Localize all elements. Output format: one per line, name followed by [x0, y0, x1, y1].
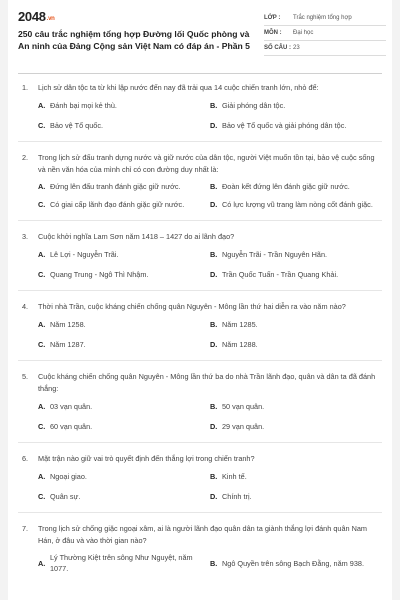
option-letter: D.: [210, 121, 218, 130]
answer-option[interactable]: [38, 339, 210, 350]
question-text-row: [18, 371, 382, 395]
option-letter: B.: [210, 182, 218, 191]
answer-option[interactable]: [210, 199, 382, 210]
answer-option[interactable]: [210, 339, 382, 350]
answer-options: [38, 181, 382, 210]
question-number: 1.: [22, 83, 29, 92]
meta-value: Đại học: [293, 30, 314, 36]
option-letter: D.: [210, 200, 218, 209]
answer-option[interactable]: [210, 401, 382, 412]
meta-row-class: [264, 11, 386, 26]
option-letter: C.: [38, 422, 46, 431]
option-letter: A.: [38, 101, 46, 110]
document-meta: [264, 11, 386, 56]
question-text: Trong lịch sử chống giặc ngoại xâm, ai là người lãnh đạo quân dân ta giành thắng lợi đánh quân Nam Hán, ở đâu và vào thời gian nào?: [38, 524, 367, 545]
question-2: [8, 142, 392, 210]
logo-suffix: .vn: [46, 16, 55, 22]
question-spacer: [8, 350, 392, 360]
question-number: 2.: [22, 153, 29, 162]
answer-options: [38, 100, 382, 131]
option-letter: B.: [210, 250, 218, 259]
answer-option[interactable]: [38, 249, 210, 260]
meta-value: 23: [293, 45, 300, 51]
option-letter: C.: [38, 492, 46, 501]
option-text: 03 vạn quân.: [50, 402, 93, 411]
answer-option[interactable]: [38, 100, 210, 111]
option-text: Có giai cấp lãnh đạo đánh giặc giữ nước.: [50, 200, 185, 209]
option-letter: A.: [38, 320, 46, 329]
option-text: Năm 1287.: [50, 340, 86, 349]
option-letter: A.: [38, 558, 46, 568]
header-divider: [18, 73, 382, 74]
option-text: Nguyễn Trãi - Trần Nguyên Hãn.: [222, 250, 328, 259]
option-letter: A.: [38, 182, 46, 191]
answer-option[interactable]: [210, 120, 382, 131]
option-text: Ngoại giao.: [50, 472, 87, 481]
answer-option[interactable]: [210, 249, 382, 260]
question-number: 3.: [22, 232, 29, 241]
answer-option[interactable]: [38, 181, 210, 192]
option-letter: C.: [38, 121, 46, 130]
option-text: Năm 1258.: [50, 320, 86, 329]
answer-option[interactable]: [210, 181, 382, 192]
answer-option[interactable]: [38, 421, 210, 432]
question-spacer: [8, 432, 392, 442]
option-text: Kinh tế.: [222, 472, 247, 481]
meta-key: LỚP :: [264, 15, 281, 21]
answer-option[interactable]: [210, 269, 382, 280]
option-letter: D.: [210, 492, 218, 501]
question-number: 7.: [22, 524, 29, 533]
meta-row-subject: [264, 26, 386, 41]
option-text: Chính trị.: [222, 492, 252, 501]
question-text-row: [18, 301, 382, 313]
answer-options: [38, 471, 382, 502]
answer-option[interactable]: [38, 199, 210, 210]
option-letter: D.: [210, 422, 218, 431]
option-letter: B.: [210, 320, 218, 329]
question-spacer: [8, 210, 392, 220]
option-text: Quang Trung - Ngô Thì Nhậm.: [50, 270, 149, 279]
answer-option[interactable]: [38, 552, 210, 574]
meta-key: SỐ CÂU :: [264, 45, 291, 51]
question-spacer: [8, 131, 392, 141]
question-7: [8, 513, 392, 574]
question-text: Mặt trận nào giữ vai trò quyết định đến thắng lợi trong chiến tranh?: [38, 454, 255, 463]
answer-option[interactable]: [210, 421, 382, 432]
option-letter: B.: [210, 101, 218, 110]
question-text: Cuộc kháng chiến chống quân Nguyên - Mông lần thứ ba do nhà Trần lãnh đạo, quân và dân ta đã đánh thắng:: [38, 372, 376, 393]
answer-option[interactable]: [210, 471, 382, 482]
option-letter: B.: [210, 402, 218, 411]
option-letter: C.: [38, 340, 46, 349]
meta-row-count: [264, 41, 386, 56]
option-text: Ngô Quyền trên sông Bạch Đằng, năm 938.: [222, 558, 364, 568]
option-text: Giải phóng dân tộc.: [222, 101, 286, 110]
answer-option[interactable]: [38, 401, 210, 412]
question-4: [8, 291, 392, 350]
option-text: 29 vạn quân.: [222, 422, 265, 431]
option-text: 50 vạn quân.: [222, 402, 265, 411]
option-text: Lê Lợi - Nguyễn Trãi.: [50, 250, 119, 259]
question-spacer: [8, 502, 392, 512]
answer-options: [38, 249, 382, 280]
question-text: Cuộc khởi nghĩa Lam Sơn năm 1418 – 1427 do ai lãnh đạo?: [38, 232, 235, 241]
option-text: Đứng lên đấu tranh đánh giặc giữ nước.: [50, 182, 181, 191]
document-page: [8, 0, 392, 600]
option-letter: B.: [210, 558, 218, 568]
option-letter: C.: [38, 270, 46, 279]
option-letter: C.: [38, 200, 46, 209]
answer-option[interactable]: [210, 319, 382, 330]
answer-options: [38, 319, 382, 350]
option-text: Có lực lượng vũ trang làm nòng cốt đánh giặc.: [222, 200, 373, 209]
answer-option[interactable]: [38, 471, 210, 482]
option-text: Năm 1285.: [222, 320, 258, 329]
option-text: Bảo vệ Tổ quốc và giải phóng dân tộc.: [222, 121, 347, 130]
answer-option[interactable]: [38, 491, 210, 502]
meta-key: MÔN :: [264, 30, 282, 36]
meta-value: Trắc nghiệm tổng hợp: [293, 15, 352, 21]
option-letter: D.: [210, 270, 218, 279]
option-text: Lý Thường Kiệt trên sông Như Nguyệt, năm 1077.: [50, 553, 193, 573]
option-text: 60 vạn quân.: [50, 422, 93, 431]
question-number: 6.: [22, 454, 29, 463]
option-text: Đoàn kết đứng lên đánh giặc giữ nước.: [222, 182, 350, 191]
option-text: Năm 1288.: [222, 340, 258, 349]
question-text-row: [18, 453, 382, 465]
question-number: 5.: [22, 372, 29, 381]
answer-options: [38, 401, 382, 432]
option-letter: A.: [38, 250, 46, 259]
answer-options: [38, 552, 382, 574]
document-header: [8, 0, 392, 72]
answer-option[interactable]: [210, 552, 382, 574]
answer-option[interactable]: [210, 100, 382, 111]
question-text-row: [18, 152, 382, 176]
question-text-row: [18, 82, 382, 94]
question-text: Thời nhà Trần, cuộc kháng chiến chống quân Nguyên - Mông lần thứ hai diễn ra vào năm nào?: [38, 302, 346, 311]
option-letter: B.: [210, 472, 218, 481]
logo-text: 2048: [18, 9, 46, 24]
question-spacer: [8, 280, 392, 290]
option-text: Đánh bại mọi kẻ thù.: [50, 101, 117, 110]
question-number: 4.: [22, 302, 29, 311]
document-title: 250 câu trắc nghiệm tổng hợp Đường lối Quốc phòng và An ninh của Đảng Cộng sản Việt Nam có đáp án - Phần 5: [18, 29, 250, 51]
option-letter: A.: [38, 402, 46, 411]
question-text: Lịch sử dân tộc ta từ khi lập nước đến nay đã trải qua 14 cuộc chiến tranh lớn, nhỏ để:: [38, 83, 319, 92]
question-list: [8, 78, 392, 574]
site-logo[interactable]: [18, 9, 55, 24]
answer-option[interactable]: [38, 319, 210, 330]
answer-option[interactable]: [210, 491, 382, 502]
question-text: Trong lịch sử đấu tranh dựng nước và giữ nước của dân tộc, người Việt muốn tồn tại, bảo vệ cuộc sống và nền văn hóa của mình chỉ có con đường duy nhất là:: [38, 153, 375, 174]
question-3: [8, 221, 392, 280]
option-text: Quân sự.: [50, 492, 81, 501]
option-letter: D.: [210, 340, 218, 349]
option-text: Bảo vệ Tổ quốc.: [50, 121, 104, 130]
answer-option[interactable]: [38, 120, 210, 131]
question-5: [8, 361, 392, 432]
option-text: Trần Quốc Tuấn - Trần Quang Khải.: [222, 270, 339, 279]
option-letter: A.: [38, 472, 46, 481]
question-6: [8, 443, 392, 502]
question-1: [8, 78, 392, 131]
question-text-row: [18, 523, 382, 547]
answer-option[interactable]: [38, 269, 210, 280]
question-text-row: [18, 231, 382, 243]
